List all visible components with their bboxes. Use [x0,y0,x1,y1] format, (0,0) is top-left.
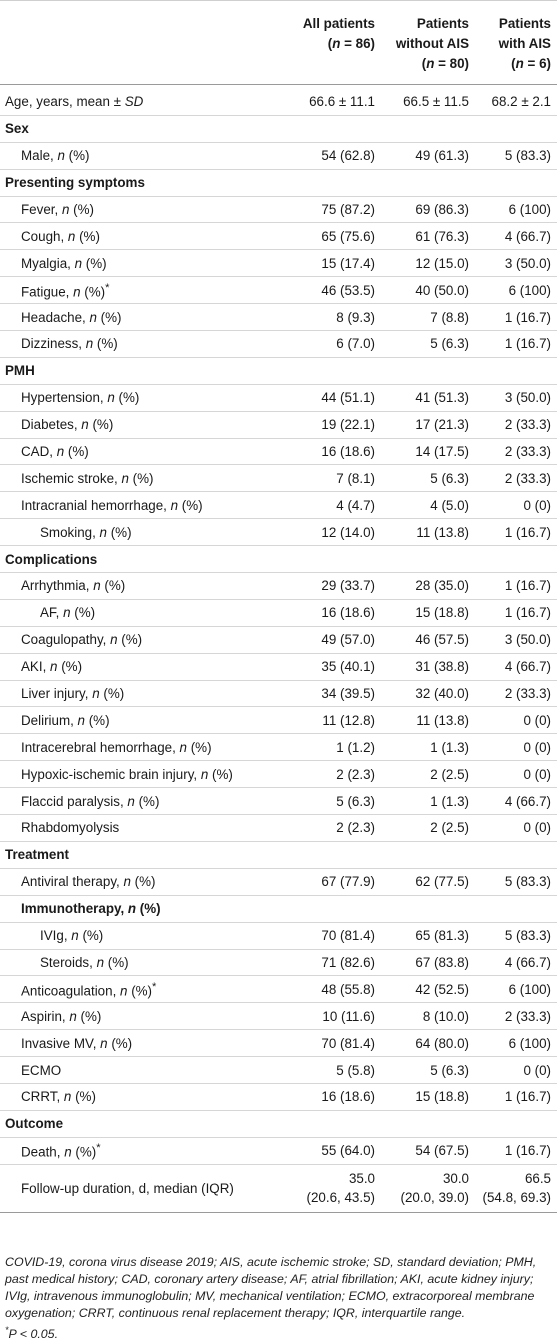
cell-with: 6 (100) [473,976,557,1003]
cell-without: 41 (51.3) [379,384,473,411]
row-label: Fatigue, n (%)* [0,277,291,304]
cell-with: 3 (50.0) [473,626,557,653]
row-label: Hypertension, n (%) [0,384,291,411]
row-label: Coagulopathy, n (%) [0,626,291,653]
cell-all: 44 (51.1) [291,384,379,411]
table-row [0,142,557,169]
table-row [0,868,557,895]
cell-with: 3 (50.0) [473,384,557,411]
table-row [0,626,557,653]
cell-without: 5 (6.3) [379,465,473,492]
header-without-line3: (n = 80) [421,56,469,71]
cell-all: 70 (81.4) [291,922,379,949]
header-with-line2: with AIS [498,36,551,51]
section-row [0,1110,557,1137]
section-heading: Presenting symptoms [0,169,557,196]
section-row [0,841,557,868]
cell-all: 6 (7.0) [291,331,379,358]
cell-without: 15 (18.8) [379,1083,473,1110]
cell-with: 0 (0) [473,815,557,842]
table-row [0,277,557,304]
cell-with: 0 (0) [473,761,557,788]
row-label: Intracerebral hemorrhage, n (%) [0,734,291,761]
cell-with: 6 (100) [473,196,557,223]
header-with-line3: (n = 6) [511,56,551,71]
table-row [0,304,557,331]
table-row [0,895,557,922]
table-row [0,411,557,438]
cell-without: 7 (8.8) [379,304,473,331]
cell-all: 11 (12.8) [291,707,379,734]
cell-without: 64 (80.0) [379,1030,473,1057]
row-label: Follow-up duration, d, median (IQR) [0,1164,291,1212]
cell-all: 71 (82.6) [291,949,379,976]
row-label: Myalgia, n (%) [0,250,291,277]
header-all-line2: (n = 86) [327,36,375,51]
cell-all: 5 (6.3) [291,788,379,815]
cell-all: 29 (33.7) [291,573,379,600]
cell-without: 15 (18.8) [379,599,473,626]
abbreviations-footnote: COVID-19, corona virus disease 2019; AIS, acute ischemic stroke; SD, standard deviation; PMH, past medical history; CAD, coronary artery disease; AF, atrial fibrillation; AKI, acute kidney injury; IVIg, intravenous immunoglobulin; MV, mechanical ventilation; ECMO, extracorporeal membrane oxygenation; CRRT, continuous renal replacement therapy; IQR, interquartile range. [5,1255,537,1320]
cell-without: 66.5 ± 11.5 [379,85,473,116]
cell-without: 5 (6.3) [379,1057,473,1084]
cell-with: 68.2 ± 2.1 [473,85,557,116]
table-row [0,492,557,519]
table-footnotes [5,1254,553,1343]
table-body [0,85,557,1213]
row-label: Ischemic stroke, n (%) [0,465,291,492]
cell-all: 54 (62.8) [291,142,379,169]
cell-with: 5 (83.3) [473,142,557,169]
cell-all: 75 (87.2) [291,196,379,223]
cell-without: 2 (2.5) [379,815,473,842]
table-row [0,734,557,761]
row-label: Aspirin, n (%) [0,1003,291,1030]
row-label: Cough, n (%) [0,223,291,250]
cell-with: 1 (16.7) [473,1137,557,1164]
table-row [0,1137,557,1164]
cell-without: 67 (83.8) [379,949,473,976]
cell-with: 2 (33.3) [473,411,557,438]
cell-with: 0 (0) [473,707,557,734]
header-with-ais [473,1,557,85]
row-label: Rhabdomyolysis [0,815,291,842]
cell-all: 49 (57.0) [291,626,379,653]
row-label: Headache, n (%) [0,304,291,331]
cell-all: 67 (77.9) [291,868,379,895]
table-row [0,250,557,277]
cell-without: 61 (76.3) [379,223,473,250]
cell-all: 2 (2.3) [291,815,379,842]
cell-without: 62 (77.5) [379,868,473,895]
cell-all: 16 (18.6) [291,599,379,626]
cell-all: 16 (18.6) [291,1083,379,1110]
cell-all: 1 (1.2) [291,734,379,761]
cell-without: 5 (6.3) [379,331,473,358]
row-label: Delirium, n (%) [0,707,291,734]
cell-with: 1 (16.7) [473,573,557,600]
cell-all: 5 (5.8) [291,1057,379,1084]
table-row [0,788,557,815]
cell-without: 65 (81.3) [379,922,473,949]
row-label: Dizziness, n (%) [0,331,291,358]
table-row [0,465,557,492]
cell-with: 1 (16.7) [473,599,557,626]
row-label: Fever, n (%) [0,196,291,223]
row-label: Age, years, mean ± SD [0,85,291,116]
table-row [0,1083,557,1110]
cell-without: 28 (35.0) [379,573,473,600]
cell-all: 15 (17.4) [291,250,379,277]
cell-without: 49 (61.3) [379,142,473,169]
cell-without: 1 (1.3) [379,734,473,761]
cell-with: 1 (16.7) [473,1083,557,1110]
cell-all: 48 (55.8) [291,976,379,1003]
table-header [0,1,557,85]
row-label: AKI, n (%) [0,653,291,680]
section-heading: Complications [0,546,557,573]
header-without-line1: Patients [416,16,469,31]
header-all-line1: All patients [302,16,375,31]
cell-without: 11 (13.8) [379,707,473,734]
section-heading: Treatment [0,841,557,868]
row-label: Smoking, n (%) [0,519,291,546]
cell-all: 34 (39.5) [291,680,379,707]
table-row [0,1164,557,1212]
table-row [0,384,557,411]
cell-without: 2 (2.5) [379,761,473,788]
row-label: Arrhythmia, n (%) [0,573,291,600]
cell-all: 12 (14.0) [291,519,379,546]
cell-with: 0 (0) [473,734,557,761]
cell-without: 31 (38.8) [379,653,473,680]
cell-with: 4 (66.7) [473,788,557,815]
cell-all: 19 (22.1) [291,411,379,438]
cell-with: 2 (33.3) [473,465,557,492]
table-row [0,599,557,626]
row-label: Liver injury, n (%) [0,680,291,707]
row-label: Intracranial hemorrhage, n (%) [0,492,291,519]
cell-all: 66.6 ± 11.1 [291,85,379,116]
header-without-ais [379,1,473,85]
table-row [0,922,557,949]
row-label: CRRT, n (%) [0,1083,291,1110]
table-row [0,438,557,465]
cell-with: 6 (100) [473,1030,557,1057]
cell-all: 70 (81.4) [291,1030,379,1057]
header-with-line1: Patients [498,16,551,31]
cell-with: 1 (16.7) [473,519,557,546]
table-row [0,707,557,734]
section-heading: Sex [0,115,557,142]
table-row [0,519,557,546]
cell-all: 35.0 (20.6, 43.5) [291,1164,379,1212]
header-blank [0,1,291,85]
cell-without: 69 (86.3) [379,196,473,223]
table-row [0,680,557,707]
row-label: AF, n (%) [0,599,291,626]
cell-with: 4 (66.7) [473,223,557,250]
cell-all [291,895,379,922]
row-label: CAD, n (%) [0,438,291,465]
cell-all: 10 (11.6) [291,1003,379,1030]
cell-with: 3 (50.0) [473,250,557,277]
table-row [0,196,557,223]
cell-without: 12 (15.0) [379,250,473,277]
significance-footnote: *P < 0.05. [5,1325,59,1342]
table-row [0,1030,557,1057]
header-all-patients [291,1,379,85]
cell-all: 55 (64.0) [291,1137,379,1164]
table-row [0,653,557,680]
table-row [0,573,557,600]
cell-with [473,895,557,922]
cell-all: 4 (4.7) [291,492,379,519]
row-label: Male, n (%) [0,142,291,169]
row-label: IVIg, n (%) [0,922,291,949]
cell-with: 0 (0) [473,492,557,519]
row-label: Flaccid paralysis, n (%) [0,788,291,815]
table-row [0,949,557,976]
cell-without: 32 (40.0) [379,680,473,707]
cell-without: 40 (50.0) [379,277,473,304]
cell-with: 1 (16.7) [473,331,557,358]
table-row [0,1057,557,1084]
cell-with: 5 (83.3) [473,922,557,949]
section-row [0,546,557,573]
cell-with: 4 (66.7) [473,653,557,680]
cell-with: 2 (33.3) [473,680,557,707]
section-row [0,357,557,384]
cell-without: 17 (21.3) [379,411,473,438]
table-row [0,815,557,842]
row-label: Antiviral therapy, n (%) [0,868,291,895]
cell-without: 1 (1.3) [379,788,473,815]
cell-without: 4 (5.0) [379,492,473,519]
section-row [0,115,557,142]
cell-with: 5 (83.3) [473,868,557,895]
table-row [0,761,557,788]
cell-with: 66.5 (54.8, 69.3) [473,1164,557,1212]
row-label: ECMO [0,1057,291,1084]
row-label: Death, n (%)* [0,1137,291,1164]
cell-all: 46 (53.5) [291,277,379,304]
row-label: Steroids, n (%) [0,949,291,976]
table-row [0,976,557,1003]
section-heading: PMH [0,357,557,384]
cell-with: 2 (33.3) [473,438,557,465]
cell-without: 46 (57.5) [379,626,473,653]
cell-with: 6 (100) [473,277,557,304]
cell-with: 2 (33.3) [473,1003,557,1030]
cell-without: 30.0 (20.0, 39.0) [379,1164,473,1212]
cell-without: 11 (13.8) [379,519,473,546]
cell-all: 35 (40.1) [291,653,379,680]
cell-without: 8 (10.0) [379,1003,473,1030]
section-row [0,169,557,196]
table-row [0,223,557,250]
section-heading: Outcome [0,1110,557,1137]
cell-all: 8 (9.3) [291,304,379,331]
cell-with: 0 (0) [473,1057,557,1084]
row-label: Hypoxic-ischemic brain injury, n (%) [0,761,291,788]
cell-without: 54 (67.5) [379,1137,473,1164]
cell-all: 2 (2.3) [291,761,379,788]
row-label: Anticoagulation, n (%)* [0,976,291,1003]
row-label: Diabetes, n (%) [0,411,291,438]
header-without-line2: without AIS [395,36,469,51]
cell-all: 65 (75.6) [291,223,379,250]
table-row [0,85,557,116]
cell-without: 14 (17.5) [379,438,473,465]
cell-with: 1 (16.7) [473,304,557,331]
cell-with: 4 (66.7) [473,949,557,976]
cell-all: 7 (8.1) [291,465,379,492]
row-label: Invasive MV, n (%) [0,1030,291,1057]
row-label: Immunotherapy, n (%) [0,895,291,922]
table-row [0,1003,557,1030]
cell-all: 16 (18.6) [291,438,379,465]
cell-without [379,895,473,922]
cell-without: 42 (52.5) [379,976,473,1003]
table-row [0,331,557,358]
